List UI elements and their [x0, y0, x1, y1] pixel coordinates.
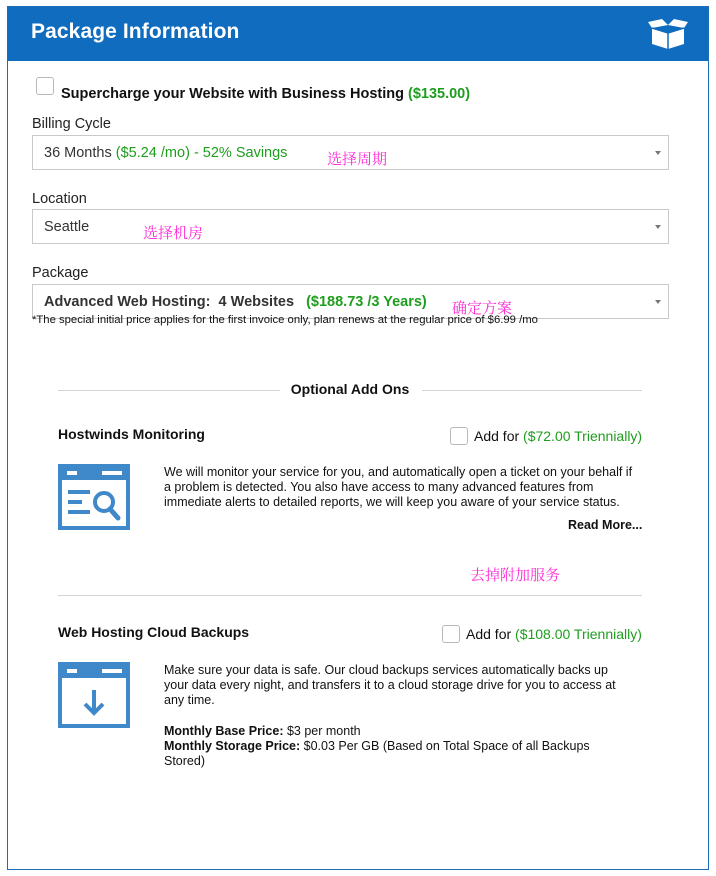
billing-cycle-savings: - 52% Savings	[193, 145, 288, 161]
monitoring-add-label: Add for	[474, 428, 524, 444]
optional-addons-heading: Optional Add Ons	[290, 381, 410, 397]
monitoring-window-icon	[58, 464, 130, 530]
location-label: Location	[32, 191, 87, 207]
monitoring-description: We will monitor your service for you, and automatically open a ticket on your behalf if a problem is detected. You also have access to many advanced features from immediate alerts to detailed reports, we will keep you aware of your service status.	[164, 465, 633, 509]
monitoring-add-price: ($72.00 Triennially)	[523, 428, 643, 444]
location-annotation: 选择机房	[143, 224, 204, 242]
billing-cycle-annotation: 选择周期	[327, 150, 388, 168]
divider-line-right	[422, 390, 642, 391]
backups-add-label: Add for	[466, 626, 516, 642]
chevron-down-icon[interactable]	[655, 300, 661, 304]
panel-title: Package Information	[31, 20, 240, 43]
monitoring-addon-title: Hostwinds Monitoring	[58, 426, 205, 442]
base-price-value: $3 per month	[283, 724, 361, 738]
location-select[interactable]	[32, 209, 669, 244]
location-value: Seattle	[44, 219, 90, 235]
billing-cycle-price: ($5.24 /mo)	[115, 145, 190, 161]
monitoring-addon-checkbox[interactable]	[450, 427, 468, 445]
package-label: Package	[32, 265, 89, 281]
open-box-icon	[648, 18, 688, 50]
upsell-label: Supercharge your Website with Business Hosting	[61, 86, 404, 102]
read-more-link[interactable]: Read More...	[568, 518, 643, 532]
billing-cycle-term: 36 Months	[44, 145, 112, 161]
backups-description: Make sure your data is safe. Our cloud backups services automatically backs up your data every night, and transfers it to a cloud storage drive for you to access at any time.	[164, 663, 616, 707]
storage-price-value: $0.03 Per GB (Based on Total Space of all Backups Stored)	[164, 739, 590, 768]
backups-add-price: ($108.00 Triennially)	[515, 626, 642, 642]
optional-addons-divider	[58, 378, 642, 400]
billing-cycle-label: Billing Cycle	[32, 116, 111, 132]
package-annotation: 确定方案	[452, 299, 513, 317]
chevron-down-icon[interactable]	[655, 225, 661, 229]
panel-header	[8, 7, 708, 61]
download-window-icon	[58, 662, 130, 728]
storage-price-label: Monthly Storage Price:	[164, 739, 301, 753]
pricing-note: *The special initial price applies for the first invoice only, plan renews at the regular price of $6.99 /mo	[32, 314, 538, 326]
addon-separator	[58, 595, 642, 596]
backups-pricing	[164, 724, 634, 769]
business-hosting-checkbox[interactable]	[36, 77, 54, 95]
backups-addon-title: Web Hosting Cloud Backups	[58, 624, 250, 640]
base-price-label: Monthly Base Price:	[164, 724, 284, 738]
package-price: ($188.73 /3 Years)	[306, 294, 427, 310]
upsell-price: ($135.00)	[408, 86, 471, 102]
chevron-down-icon[interactable]	[655, 151, 661, 155]
package-name: Advanced Web Hosting: 4 Websites	[44, 294, 295, 310]
backups-addon-checkbox[interactable]	[442, 625, 460, 643]
addons-annotation: 去掉附加服务	[470, 566, 561, 584]
